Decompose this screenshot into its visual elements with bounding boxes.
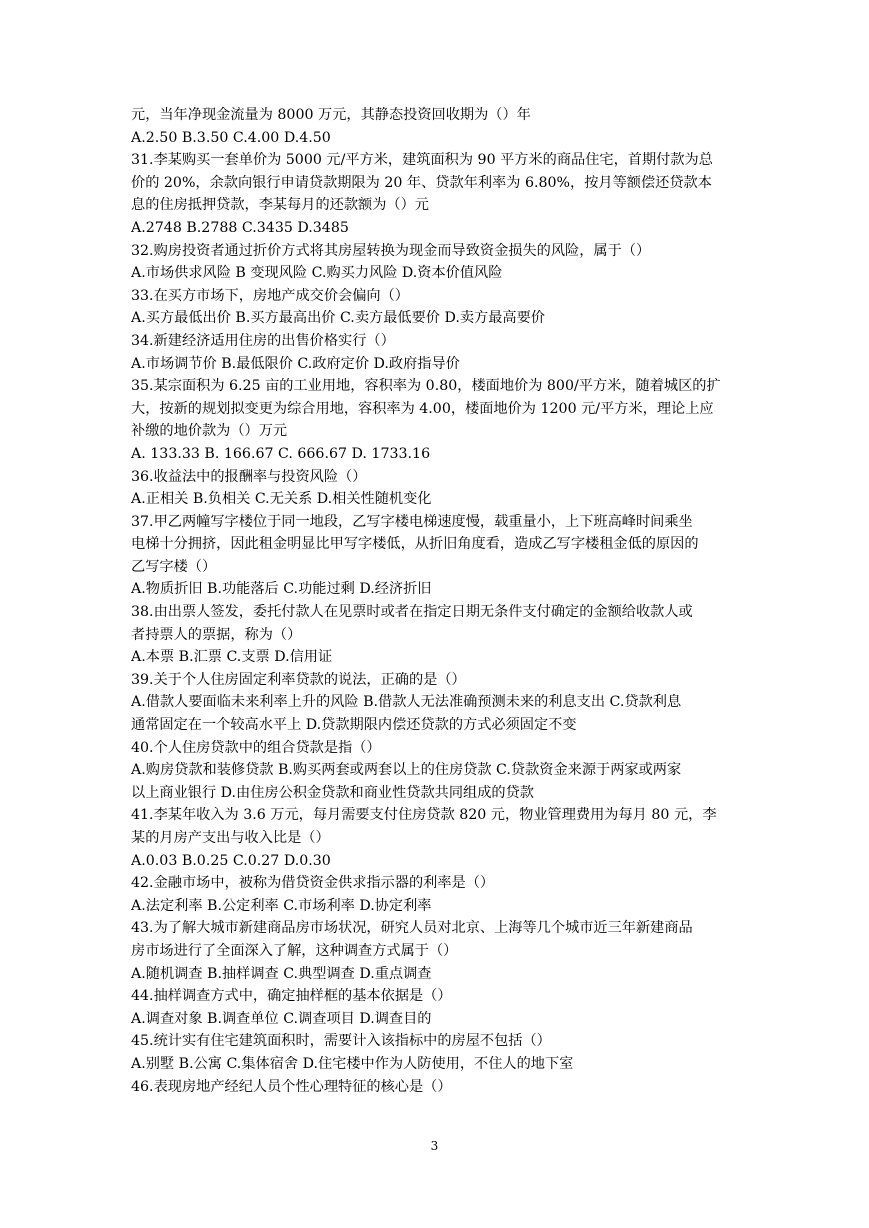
- text-line: 44.抽样调查方式中，确定抽样框的基本依据是（）: [131, 988, 452, 1005]
- text-line: 通常固定在一个较高水平上 D.贷款期限内偿还贷款的方式必须固定不变: [131, 717, 577, 734]
- text-line: 39.关于个人住房固定利率贷款的说法，正确的是（）: [131, 671, 466, 688]
- text-line: A. 133.33 B. 166.67 C. 666.67 D. 1733.16: [131, 445, 431, 462]
- text-line: 息的住房抵押贷款，李某每月的还款额为（）元: [131, 197, 429, 214]
- text-line: A.市场调节价 B.最低限价 C.政府定价 D.政府指导价: [131, 355, 460, 372]
- text-line: A.法定利率 B.公定利率 C.市场利率 D.协定利率: [131, 897, 432, 914]
- text-line: A.随机调查 B.抽样调查 C.典型调查 D.重点调查: [131, 965, 432, 982]
- text-line: 某的月房产支出与收入比是（）: [131, 830, 330, 846]
- text-line: 35.某宗面积为 6.25 亩的工业用地，容积率为 0.80，楼面地价为 800/平方米，随着城区的扩: [131, 378, 721, 395]
- text-line: 38.由出票人签发，委托付款人在见票时或者在指定日期无条件支付确定的金额给收款人或: [131, 604, 693, 621]
- text-line: A.本票 B.汇票 C.支票 D.信用证: [131, 649, 333, 666]
- text-line: 40.个人住房贷款中的组合贷款是指（）: [131, 739, 381, 756]
- text-line: 45.统计实有住宅建筑面积时，需要计入该指标中的房屋不包括（）: [131, 1033, 551, 1050]
- text-line: 以上商业银行 D.由住房公积金贷款和商业性贷款共同组成的贷款: [131, 784, 534, 801]
- text-line: 乙写字楼（）: [131, 558, 217, 575]
- text-line: 43.为了解大城市新建商品房市场状况，研究人员对北京、上海等几个城市近三年新建商品: [131, 920, 693, 937]
- text-line: 者持票人的票据，称为（）: [131, 626, 302, 643]
- text-line: 大，按新的规划拟变更为综合用地，容积率为 4.00，楼面地价为 1200 元/平方米，理论上应: [131, 400, 714, 417]
- text-line: A.购房贷款和装修贷款 B.购买两套或两套以上的住房贷款 C.贷款资金来源于两家或两家: [131, 762, 682, 779]
- text-line: 价的 20%，余款向银行申请贷款期限为 20 年、贷款年利率为 6.80%，按月等额偿还贷款本: [131, 174, 712, 191]
- text-line: A.买方最低出价 B.买方最高出价 C.卖方最低要价 D.卖方最高要价: [131, 310, 545, 327]
- text-line: A.2.50 B.3.50 C.4.00 D.4.50: [131, 129, 331, 146]
- text-line: A.别墅 B.公寓 C.集体宿舍 D.住宅楼中作为人防使用，不住人的地下室: [131, 1055, 574, 1072]
- text-line: 32.购房投资者通过折价方式将其房屋转换为现金而导致资金损失的风险，属于（）: [131, 242, 651, 259]
- text-line: A.正相关 B.负相关 C.无关系 D.相关性随机变化: [131, 491, 432, 508]
- text-line: 42.金融市场中，被称为借贷资金供求指示器的利率是（）: [131, 875, 495, 892]
- document-body: [131, 104, 741, 1098]
- page-number: 3: [430, 1139, 439, 1153]
- text-line: A.2748 B.2788 C.3435 D.3485: [131, 219, 349, 236]
- text-line: 46.表现房地产经纪人员个性心理特征的核心是（）: [131, 1078, 452, 1095]
- text-line: 房市场进行了全面深入了解，这种调查方式属于（）: [131, 942, 458, 959]
- text-line: 36.收益法中的报酬率与投资风险（）: [131, 468, 367, 485]
- text-line: 电梯十分拥挤，因此租金明显比甲写字楼低，从折旧角度看，造成乙写字楼租金低的原因的: [131, 536, 699, 553]
- text-line: A.0.03 B.0.25 C.0.27 D.0.30: [131, 852, 331, 869]
- text-line: A.物质折旧 B.功能落后 C.功能过剩 D.经济折旧: [131, 581, 432, 598]
- text-line: 31.李某购买一套单价为 5000 元/平方米，建筑面积为 90 平方米的商品住宅，首期付款为总: [131, 152, 713, 169]
- text-line: 元，当年净现金流量为 8000 万元，其静态投资回收期为（）年: [131, 107, 531, 123]
- text-line: 34.新建经济适用住房的出售价格实行（）: [131, 332, 395, 349]
- text-line: 37.甲乙两幢写字楼位于同一地段，乙写字楼电梯速度慢，载重量小，上下班高峰时间乘坐: [131, 513, 693, 530]
- text-line: 33.在买方市场下，房地产成交价会偏向（）: [131, 287, 409, 304]
- text-line: 补缴的地价款为（）万元: [131, 423, 288, 440]
- text-line: A.调查对象 B.调查单位 C.调查项目 D.调查目的: [131, 1010, 432, 1027]
- text-line: A.借款人要面临未来利率上升的风险 B.借款人无法准确预测未来的利息支出 C.贷款利息: [131, 694, 682, 711]
- text-line: 41.李某年收入为 3.6 万元，每月需要支付住房贷款 820 元，物业管理费用为每月 80 元，李: [131, 807, 717, 824]
- text-line: A.市场供求风险 B 变现风险 C.购买力风险 D.资本价值风险: [131, 265, 503, 282]
